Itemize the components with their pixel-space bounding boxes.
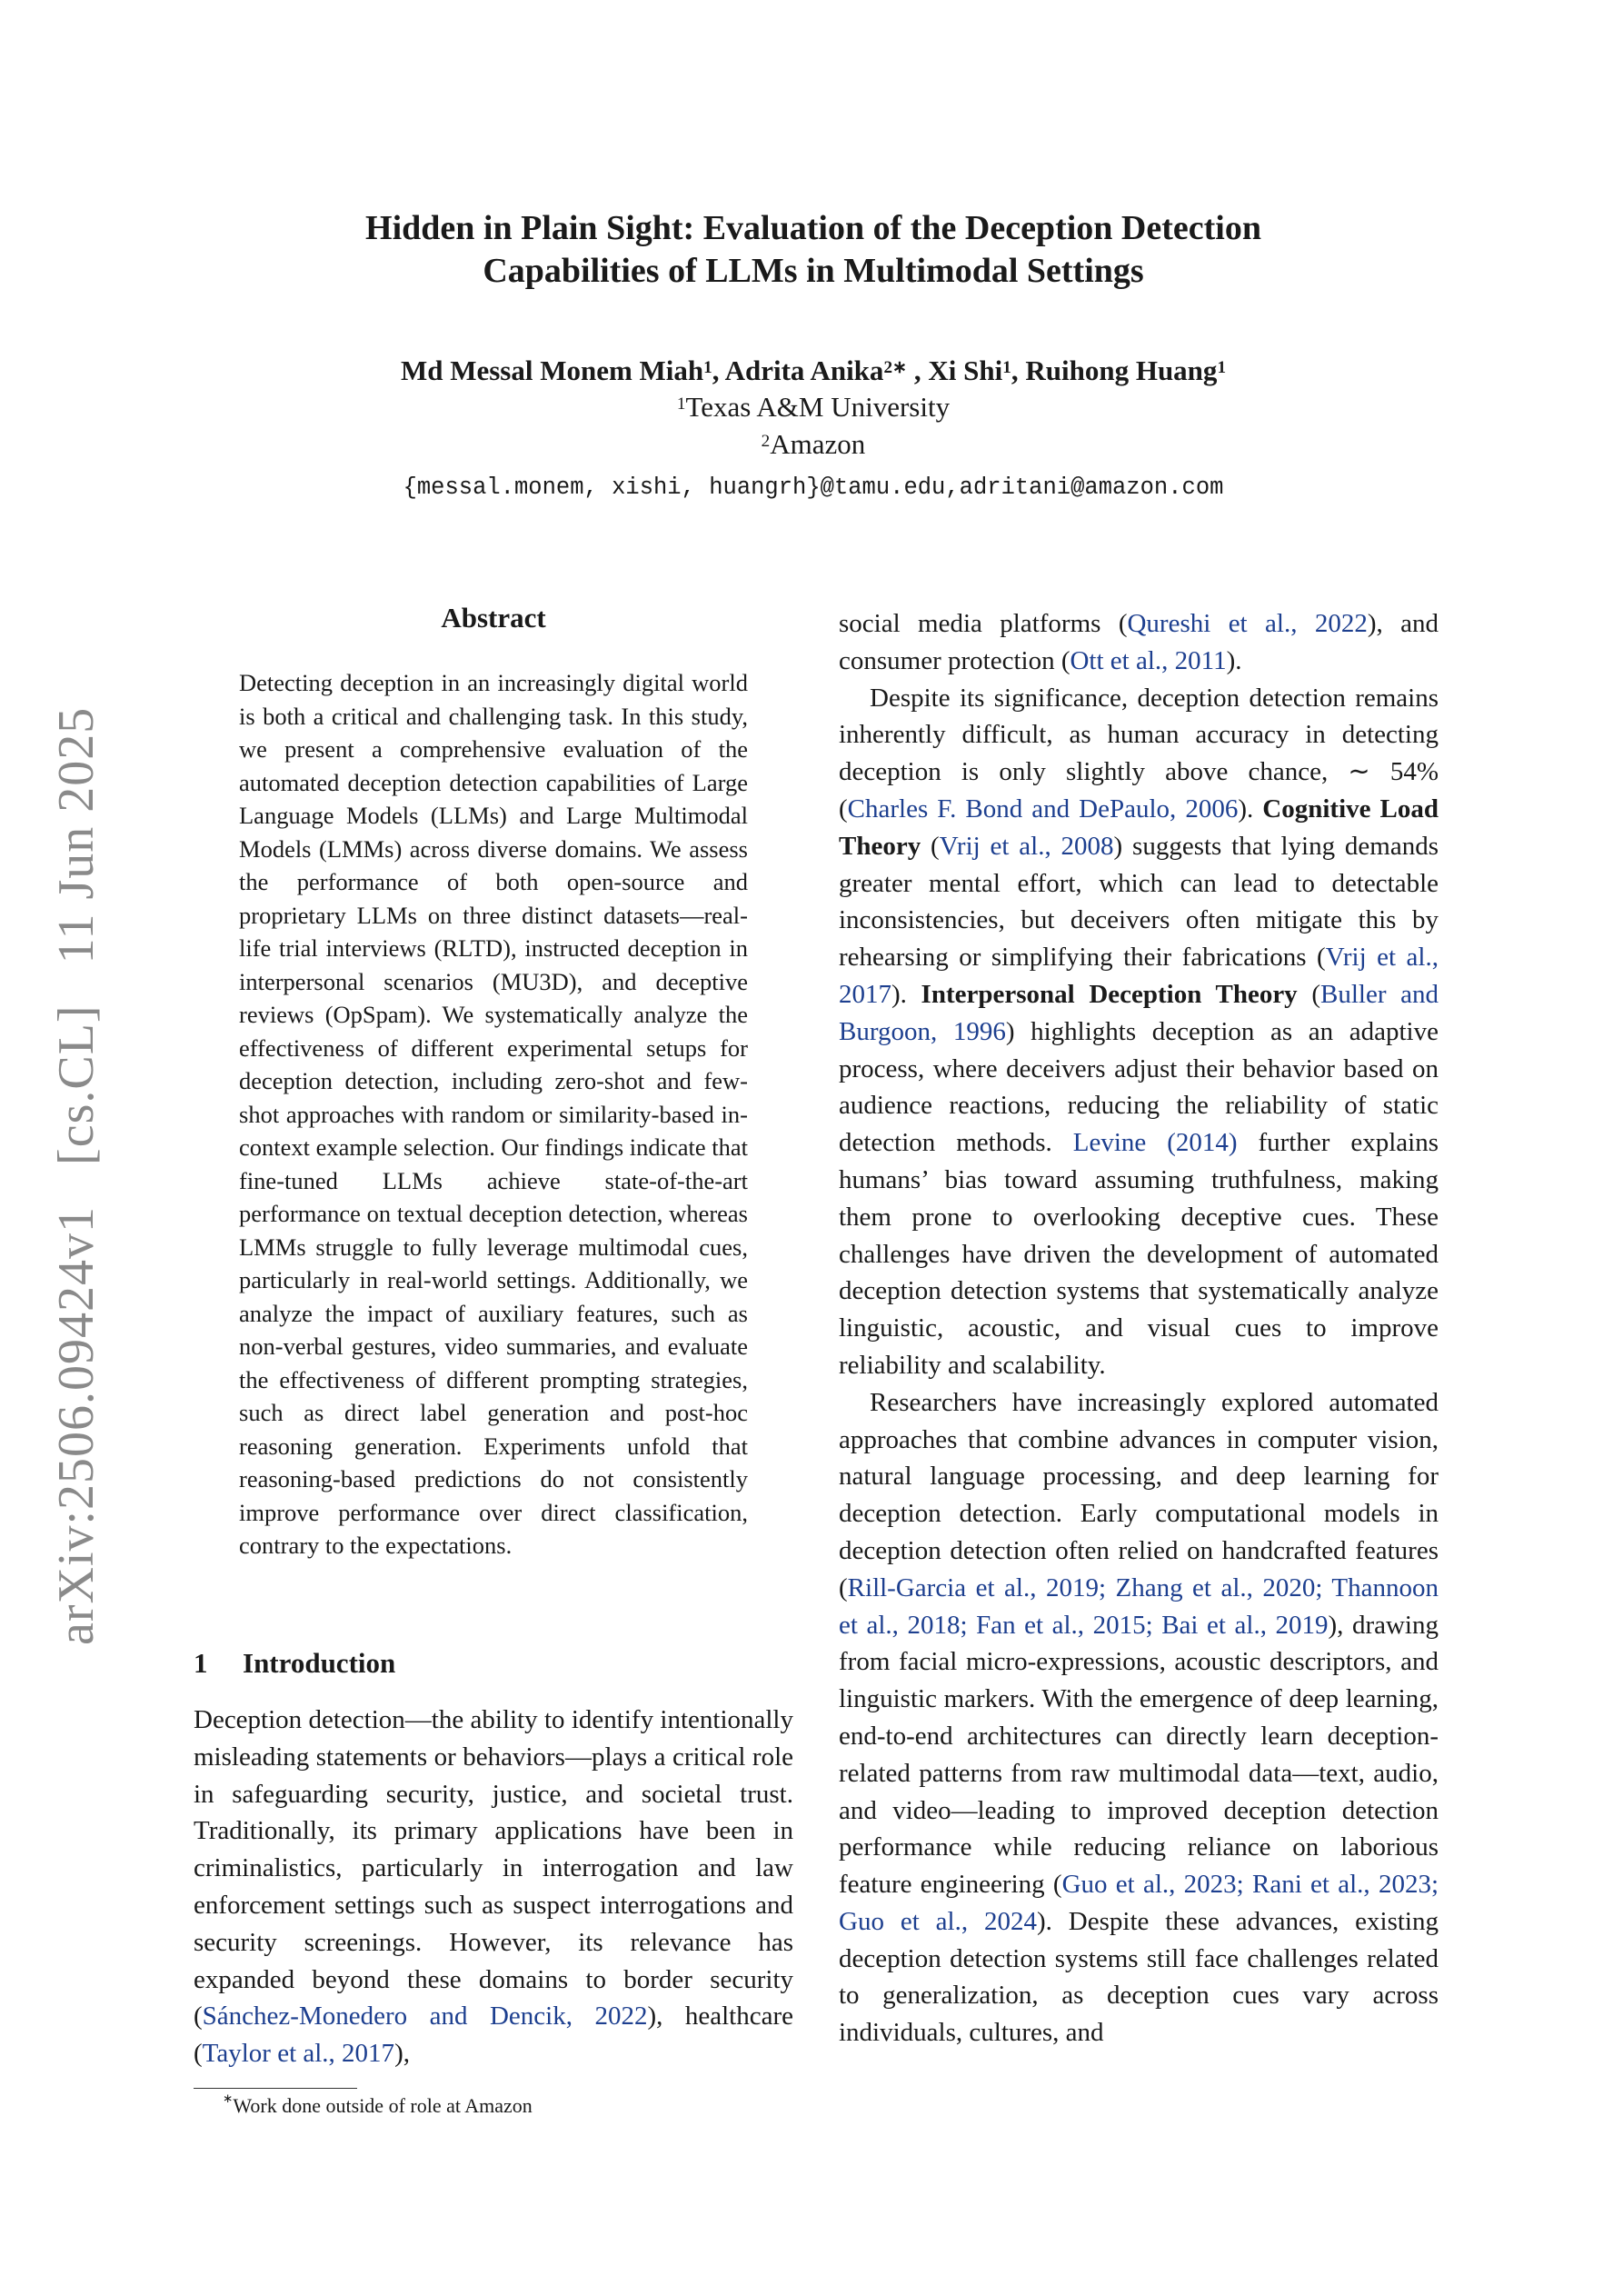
body-text: ). — [891, 979, 921, 1009]
arxiv-category: [cs.CL] — [48, 1004, 105, 1165]
theory-term: Interpersonal Deception Theory — [921, 979, 1298, 1009]
body-text: ) suggests that lying demands greater mental effort, which can lead to detectable inconsistencies, but deceivers often mitigate this by rehearsing or simplifying their fabrications ( — [839, 831, 1439, 973]
footnote-mark: ∗ — [223, 2091, 234, 2105]
affiliation-name: Texas A&M University — [685, 391, 951, 423]
footnote-rule — [194, 2088, 357, 2089]
citation-link[interactable]: Qureshi et al., 2022 — [1127, 609, 1368, 638]
body-text: social media platforms ( — [839, 609, 1128, 638]
citation-link[interactable]: Sánchez-Monedero and Dencik, 2022 — [202, 2002, 648, 2031]
body-text: ( — [921, 831, 940, 861]
section-title: Introduction — [243, 1647, 396, 1679]
citation-link[interactable]: Guo et al., 2023; Rani et al., 2023; Guo et al., 2024 — [839, 1870, 1439, 1936]
body-text: further explains humans’ bias toward assuming truthfulness, making them prone to overlooking deceptive cues. These challenges have driven the development of automated deception detection systems that systematically analyze linguistic, acoustic, and visual cues to improve reliability and scalability. — [839, 1128, 1439, 1380]
arxiv-sidebar-stamp — [47, 682, 105, 1645]
affiliation-2 — [264, 426, 1363, 463]
affil-mark: 1 — [676, 394, 686, 414]
author-affil-mark: 1 — [1217, 358, 1227, 377]
author-affil-mark: 2∗ — [883, 358, 908, 377]
citation-link[interactable]: Charles F. Bond and DePaulo, 2006 — [847, 794, 1239, 824]
author-list: Md Messal Monem Miah$^1$, Adrita Anika$^{2∗}$ , Xi Shi$^1$, Ruihong Huang$^1$ — [400, 354, 1227, 386]
body-text: ), and consumer protection ( — [839, 609, 1439, 675]
author-affil-mark: 1 — [1002, 358, 1011, 377]
footnote — [223, 2091, 533, 2118]
intro-text: Deception detection—the ability to identify intentionally misleading statements or behaviors—plays a critical role in safeguarding security, justice, and societal trust. Traditionally, its primary applications have been in criminalistics, particularly in interrogation and law enforcement settings such as suspect interrogations and security screenings. However, its relevance has expanded beyond these domains to border security ( — [194, 1705, 793, 2031]
arxiv-date: 11 Jun 2025 — [48, 706, 105, 964]
body-text: ). Despite these advances, existing deception detection systems still face challenges related to generalization, as deception cues vary across individuals, cultures, and — [839, 1906, 1439, 2048]
body-text: Researchers have increasingly explored automated approaches that combine advances in computer vision, natural language processing, and deep learning for deception detection. Early computational models in deception detection often relied on handcrafted features ( — [839, 1387, 1439, 1602]
citation-link[interactable]: Rill-Garcia et al., 2019; Zhang et al., 2020; Thannoon et al., 2018; Fan et al., 2015; Bai et al., 2019 — [839, 1572, 1439, 1640]
citation-link[interactable]: Ott et al., 2011 — [1070, 645, 1227, 675]
citation-link[interactable]: Taylor et al., 2017 — [202, 2039, 395, 2069]
author-name: Ruihong Huang — [1025, 354, 1218, 386]
body-text: ) highlights deception as an adaptive process, where deceivers adjust their behavior based on audience reactions, reducing the reliability of static detection methods. — [839, 1016, 1439, 1158]
body-text: ), drawing from facial micro-expressions, acoustic descriptors, and linguistic markers. With the emergence of deep learning, end-to-end architectures can directly learn deception-related patterns from raw multimodal data—text, audio, and video—leading to improved deception detection performance while reducing reliance on laborious feature engineering ( — [839, 1610, 1439, 1900]
citation-link[interactable]: Vrij et al., 2008 — [939, 831, 1114, 861]
abstract-text: Detecting deception in an increasingly digital world is both a critical and challenging task. In this study, we present a comprehensive evaluation of the automated deception detection capabilities of Large Language Models (LLMs) and Large Multimodal Models (LMMs) across diverse domains. We assess the performance of both open-source and proprietary LLMs on three distinct datasets—real-life trial interviews (RLTD), instructed deception in interpersonal scenarios (MU3D), and deceptive reviews (OpSpam). We systematically analyze the effectiveness of different experimental setups for deception detection, including zero-shot and few-shot approaches with random or similarity-based in-context example selection. Our findings indicate that fine-tuned LLMs achieve state-of-the-art performance on textual deception detection, whereas LMMs struggle to fully leverage multimodal cues, particularly in real-world settings. Additionally, we analyze the impact of auxiliary features, such as non-verbal gestures, video summaries, and evaluate the effectiveness of different prompting strategies, such as direct label generation and post-hoc reasoning generation. Experiments unfold that reasoning-based predictions do not consistently improve performance over direct classification, contrary to the expectations. — [239, 669, 749, 1559]
body-text: ). — [1238, 794, 1263, 824]
affiliation-1 — [264, 389, 1363, 425]
author-name: Adrita Anika — [724, 354, 884, 386]
affiliation-name: Amazon — [770, 428, 866, 460]
citation-link[interactable]: Levine (2014) — [1072, 1128, 1238, 1158]
paragraph — [839, 1384, 1439, 2051]
title-line-2: Capabilities of LLMs in Multimodal Settings — [483, 252, 1144, 290]
body-text: ( — [1297, 979, 1320, 1009]
email-tamu[interactable]: {messal.monem, xishi, huangrh}@tamu.edu, — [403, 474, 960, 501]
intro-paragraph — [194, 1702, 793, 2072]
paper-title — [264, 207, 1363, 293]
arxiv-id: arXiv:2506.09424v1 — [48, 1205, 105, 1645]
abstract-heading: Abstract — [441, 602, 546, 634]
affil-mark: 2 — [761, 432, 771, 451]
citation-link[interactable]: Buller and Burgoon, 1996 — [839, 979, 1439, 1046]
email-amazon[interactable]: adritani@amazon.com — [959, 474, 1224, 501]
author-emails — [264, 473, 1363, 504]
footnote-text: Work done outside of role at Amazon — [233, 2094, 533, 2117]
paragraph — [839, 680, 1439, 1384]
body-text: ). — [1226, 645, 1242, 675]
intro-text: ), healthcare ( — [194, 2002, 793, 2069]
paragraph — [839, 605, 1439, 680]
title-line-1: Hidden in Plain Sight: Evaluation of the Deception Detection — [365, 209, 1261, 247]
intro-text: ), — [394, 2039, 410, 2069]
section-number: 1 — [194, 1647, 208, 1679]
citation-link[interactable]: Vrij et al., 2017 — [839, 943, 1439, 1009]
section-heading-introduction — [194, 1647, 395, 1680]
author-name: Xi Shi — [928, 354, 1003, 386]
right-column — [839, 605, 1439, 2051]
author-name: Md Messal Monem Miah — [400, 354, 704, 386]
body-text: Despite its significance, deception detection remains inherently difficult, as human accuracy in detecting deception is only slightly above chance, ∼ 54% ( — [839, 683, 1439, 824]
author-affil-mark: 1 — [703, 358, 712, 377]
theory-term: Cognitive Load Theory — [839, 794, 1439, 861]
